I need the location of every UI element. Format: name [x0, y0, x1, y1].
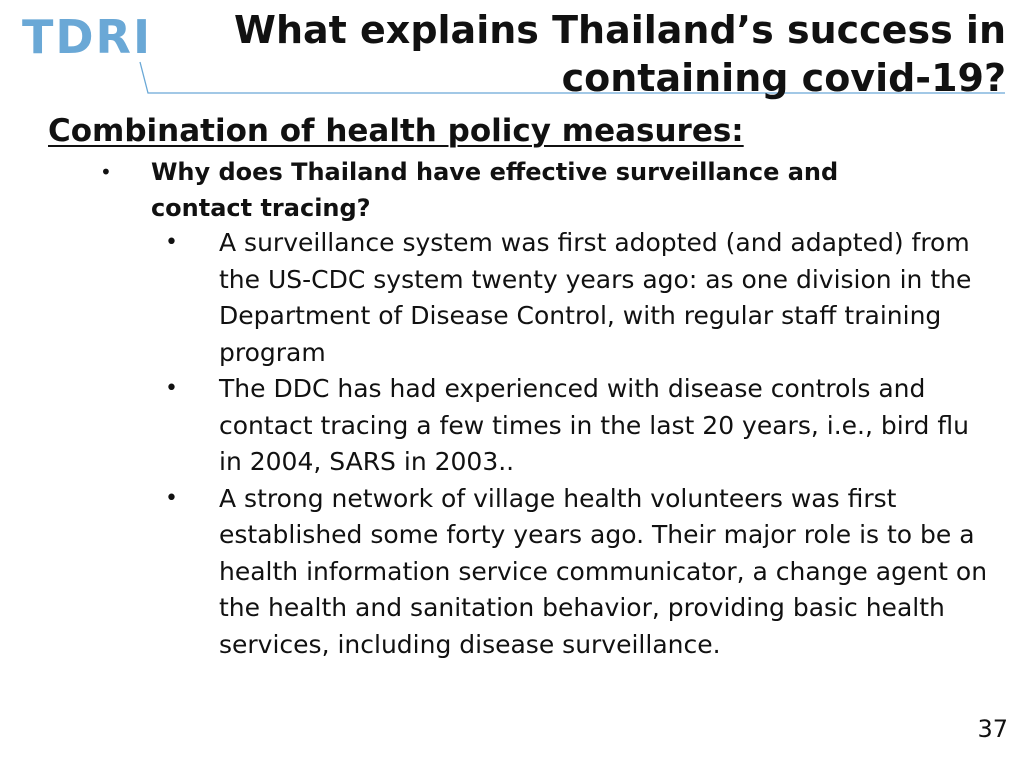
list-item-text: A surveillance system was first adopted (and adapted) from the US-CDC system twenty years ago: as one division in the Department of Disease Control, with regular staff training program	[219, 228, 972, 367]
list-item-text: A strong network of village health volunteers was first established some forty years ago. Their major role is to be a health information service communicator, a change agent on the health and sanitation behavior, providing basic health services, including disease surveillance.	[219, 483, 988, 659]
question-text: Why does Thailand have effective surveillance and contact tracing?	[150, 158, 839, 222]
slide-title: What explains Thailand’s success in containing covid-19?	[234, 8, 1006, 100]
level1-bullet-list	[100, 154, 920, 226]
list-item	[165, 371, 995, 481]
bullet-icon: •	[165, 485, 178, 511]
section-heading: Combination of health policy measures:	[48, 113, 744, 149]
list-item	[165, 481, 995, 664]
list-item	[100, 154, 920, 226]
page-number: 37	[977, 715, 1008, 743]
bullet-icon: •	[100, 160, 112, 184]
list-item-text: The DDC has had experienced with disease controls and contact tracing a few times in the last 20 years, i.e., bird flu in 2004, SARS in 2003..	[219, 374, 969, 476]
list-item	[165, 225, 995, 371]
bullet-icon: •	[165, 376, 178, 401]
bullet-icon: •	[165, 230, 178, 255]
tdri-logo: TDRI	[22, 10, 153, 64]
level2-bullet-list	[165, 225, 995, 663]
